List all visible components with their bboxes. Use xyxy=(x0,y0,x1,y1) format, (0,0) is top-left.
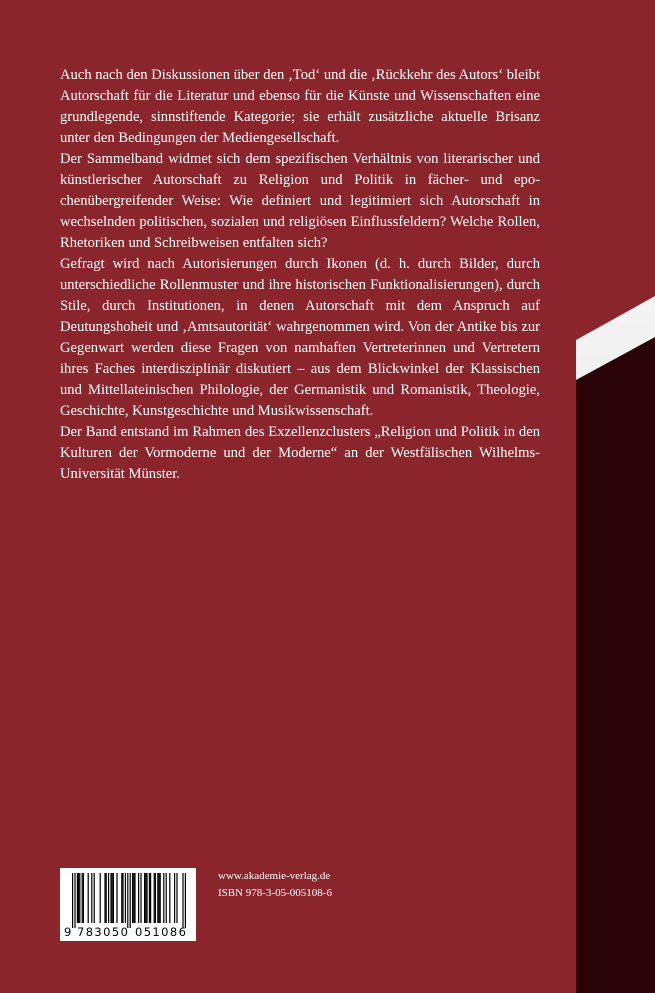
barcode-bar xyxy=(166,873,167,923)
barcode-digit-first: 9 xyxy=(64,925,72,939)
barcode-bar xyxy=(108,873,109,923)
blurb-paragraph: Gefragt wird nach Autorisierungen durch Ikonen (d. h. durch Bilder, durch unterschiedliche Rollenmuster und ihre historischen Funktionalisierungen), durch Stile, durch Institutionen, in denen Autorschaft mit dem Anspruch auf Deutungshoheit und ‚Amtsautorität‘ wahrgenommen wird. Von der Antike bis zur Gegenwart werden diese Fragen von namhaften Vertreterinnen und Vertretern ihres Faches interdisziplinär diskutiert – aus dem Blickwinkel der Klassischen und Mittellateinischen Philologie, der Germanistik und Romanistik, Theologie, Geschichte, Kunstgeschichte und Musikwissenschaft. xyxy=(60,256,540,419)
barcode-bar xyxy=(146,873,147,923)
isbn-number: ISBN 978-3-05-005108-6 xyxy=(218,887,332,899)
barcode-bar xyxy=(132,873,133,923)
blurb-paragraph: Auch nach den Diskussionen über den ‚Tod‘ und die ‚Rückkehr des Autors‘ bleibt Autorschaft für die Literatur und ebenso für die Künste und Wissenschaften eine grundlegende, sinnstiftende Kategorie; sie erhält zusätzliche aktuelle Brisanz unter den Bedingungen der Mediengesellschaft. xyxy=(60,67,540,146)
barcode-bar xyxy=(149,873,150,923)
barcode-digits xyxy=(60,925,196,939)
barcode-bar xyxy=(163,873,164,923)
barcode-bar xyxy=(150,873,151,923)
barcode-bar xyxy=(157,873,158,923)
barcode-bars xyxy=(60,868,196,928)
barcode-bar xyxy=(77,873,78,923)
barcode-bar xyxy=(104,873,105,923)
barcode-digits-left: 783050 xyxy=(77,925,130,939)
barcode-bar xyxy=(155,873,156,923)
barcode-bar xyxy=(112,873,113,923)
blurb-paragraph: Der Band entstand im Rahmen des Exzellenzclusters „Religion und Politik in den Kulturen der Vormoderne und der Moderne“ an der Westfälischen Wilhelms-Universität Münster. xyxy=(60,424,540,482)
barcode-bar xyxy=(121,873,122,923)
barcode-bar xyxy=(106,873,107,923)
barcode-bar xyxy=(169,873,170,923)
barcode-digits-right: 051086 xyxy=(135,925,188,939)
barcode-bar xyxy=(185,873,186,928)
barcode-bar xyxy=(133,873,134,923)
barcode-bar xyxy=(113,873,114,923)
barcode-bar xyxy=(116,873,117,923)
barcode-bar xyxy=(74,873,75,928)
blurb-paragraph: Der Sammelband widmet sich dem spezifischen Verhältnis von literarischer und künstlerischer Autorschaft zu Religion und Politik in fächer- und epochenübergreifender Weise: Wie definiert und legitimiert sich Autorschaft in wechselnden politischen, sozialen und religiösen Einflussfeldern? Welche Rollen, Rhetoriken und Schreibweisen entfalten sich? xyxy=(60,151,540,251)
barcode-bar xyxy=(160,873,161,923)
barcode-bar xyxy=(125,873,126,923)
barcode-bar xyxy=(82,873,83,923)
barcode-bar xyxy=(145,873,146,923)
barcode-bar xyxy=(88,873,89,923)
barcode-bar xyxy=(182,873,183,928)
barcode-bar xyxy=(127,873,128,928)
barcode-bar xyxy=(94,873,95,923)
barcode-bar xyxy=(158,873,159,923)
barcode-bar xyxy=(134,873,135,923)
barcode-bar xyxy=(154,873,155,923)
barcode-bar xyxy=(140,873,141,923)
publisher-info xyxy=(218,868,332,902)
barcode-bar xyxy=(83,873,84,923)
barcode-bar xyxy=(176,873,177,923)
barcode-bar xyxy=(110,873,111,923)
barcode-bar xyxy=(144,873,145,923)
publisher-url: www.akademie-verlag.de xyxy=(218,870,331,882)
barcode-bar xyxy=(72,873,73,928)
barcode-bar xyxy=(100,873,101,923)
isbn-barcode xyxy=(60,868,196,941)
barcode-bar xyxy=(78,873,79,923)
barcode-bar xyxy=(130,873,131,928)
barcode-bar xyxy=(91,873,92,923)
barcode-bar xyxy=(122,873,123,923)
barcode-bar xyxy=(174,873,175,923)
barcode-bar xyxy=(138,873,139,923)
barcode-bar xyxy=(79,873,80,923)
blurb-text xyxy=(60,65,540,485)
